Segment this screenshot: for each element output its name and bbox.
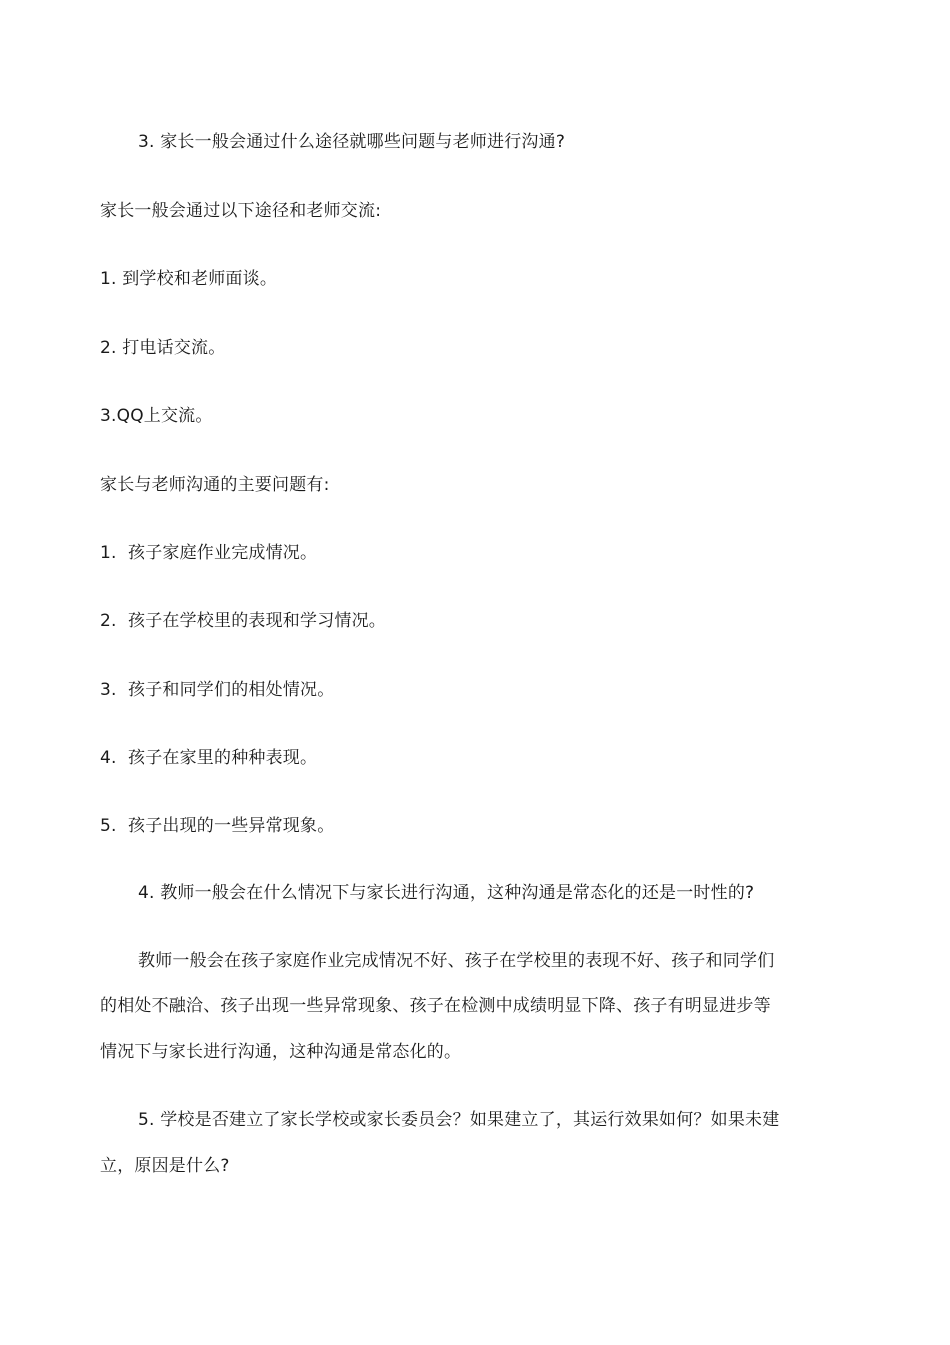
- topic-text: 孩子家庭作业完成情况。: [128, 543, 318, 563]
- topic-item: [100, 542, 317, 564]
- way-item: 2. 打电话交流。: [100, 338, 226, 358]
- topic-text: 孩子在家里的种种表现。: [128, 748, 318, 768]
- answer-4-line: 情况下与家长进行沟通，这种沟通是常态化的。: [100, 1042, 462, 1062]
- topic-text: 孩子在学校里的表现和学习情况。: [128, 611, 386, 631]
- answer-4-line: 的相处不融洽、孩子出现一些异常现象、孩子在检测中成绩明显下降、孩子有明显进步等: [100, 996, 771, 1016]
- topic-text: 孩子和同学们的相处情况。: [128, 680, 335, 700]
- topic-text: 孩子出现的一些异常现象。: [128, 816, 335, 836]
- question-5-line: 立，原因是什么?: [100, 1156, 230, 1176]
- topic-item: [100, 610, 386, 632]
- topic-item: [100, 747, 317, 769]
- topic-number: 1.: [100, 543, 117, 563]
- topic-number: 3.: [100, 680, 117, 700]
- ways-intro: 家长一般会通过以下途径和老师交流:: [100, 201, 382, 221]
- answer-4-line: 教师一般会在孩子家庭作业完成情况不好、孩子在学校里的表现不好、孩子和同学们: [138, 951, 775, 971]
- topics-intro: 家长与老师沟通的主要问题有:: [100, 475, 330, 495]
- topic-number: 5.: [100, 816, 117, 836]
- question-5-line: 5. 学校是否建立了家长学校或家长委员会？如果建立了，其运行效果如何？如果未建: [138, 1110, 780, 1130]
- topic-item: [100, 679, 334, 701]
- way-item: 1. 到学校和老师面谈。: [100, 269, 278, 289]
- question-4: 4. 教师一般会在什么情况下与家长进行沟通，这种沟通是常态化的还是一时性的?: [138, 883, 755, 903]
- topic-number: 4.: [100, 748, 117, 768]
- question-3: 3. 家长一般会通过什么途径就哪些问题与老师进行沟通?: [138, 132, 566, 152]
- way-item: 3.QQ上交流。: [100, 406, 213, 426]
- topic-number: 2.: [100, 611, 117, 631]
- topic-item: [100, 815, 334, 837]
